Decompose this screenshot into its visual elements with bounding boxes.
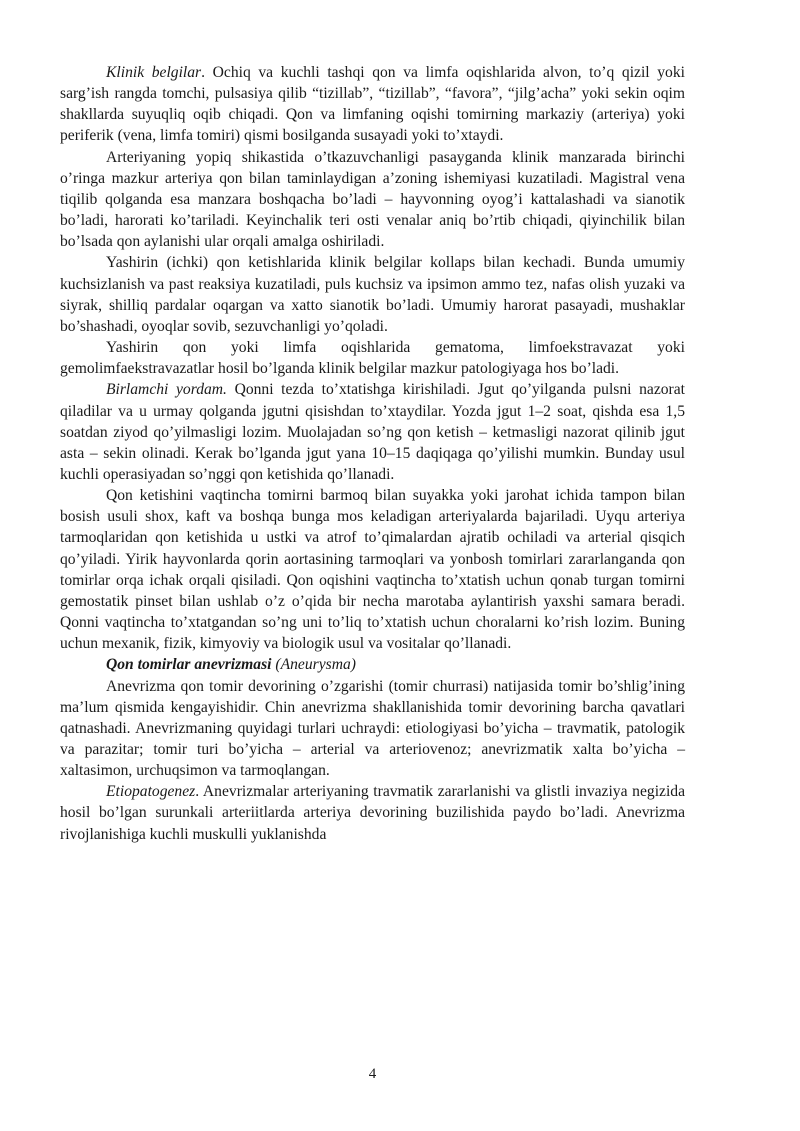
section-heading-aneurysm (60, 654, 685, 675)
paragraph-text: Yashirin (ichki) qon ketishlarida klinik belgilar kollaps bilan kechadi. Bunda umumiy kuchsizlanish va past reaksiya kuzatiladi, puls kuchsiz va ipsimon ammo tez, nafas olish yuzaki va siyrak, shilliq pardalar oqargan va xatto sianotik bo’ladi. Umumiy harorat pasayadi, mushaklar bo’shashadi, oyoqlar sovib, sezuvchanligi yo’qoladi. (60, 254, 685, 335)
paragraph-lead: Birlamchi yordam. (106, 381, 227, 399)
document-body (60, 62, 685, 845)
paragraph-clinical-signs (60, 62, 685, 147)
heading-latin: (Aneurysma) (271, 656, 356, 674)
paragraph-hidden-bleeding (60, 337, 685, 379)
paragraph-text: Yashirin qon yoki limfa oqishlarida gematoma, limfoekstravazat yoki gemolimfaekstravazatlar hosil bo’lganda klinik belgilar mazkur patologiyaga hos bo’ladi. (60, 339, 685, 378)
paragraph-arterial-injury (60, 147, 685, 253)
paragraph-temporary-stop (60, 485, 685, 654)
paragraph-text: Qon ketishini vaqtincha tomirni barmoq bilan suyakka yoki jarohat ichida tampon bilan bosish usuli shox, kaft va boshqa bunga mos keladigan arteriyalarda bajariladi. Uyqu arteriya tarmoqlaridan qon ketishida u ustki va atrof to’qimalardan ajratib ochiladi va arterial qisqich qo’yiladi. Yirik hayvonlarda qorin aortasining tarmoqlari va yonbosh tomirlari zararlanganda qon tomirlar orqa ichak orqali qisiladi. Qon oqishini vaqtincha to’xtatish uchun qonab turgan tomirni gemostatik pinset bilan ushlab o’z o’qida bir necha marotaba aylantirish yaxshi samara beradi. Qonni vaqtincha to’xtatgandan so’ng uni to’liq to’xtatish uchun choralarni ko’rish lozim. Buning uchun mexanik, fizik, kimyoviy va biologik usul va vositalar qo’llanadi. (60, 487, 685, 653)
paragraph-lead: Etiopatogenez (106, 783, 196, 801)
paragraph-text: Qonni tezda to’xtatishga kirishiladi. Jgut qo’yilganda pulsni nazorat qiladilar va u urmay qolganda jgutni qisishdan to’xtaydilar. Yozda jgut 1–2 soat, qishda esa 1,5 soatdan ziyod qo’yilmasligi lozim. Muolajadan so’ng qon ketish – ketmasligi nazorat qilinib jgut asta – sekin olinadi. Kerak bo’lganda jgut yana 10–15 daqiqaga qo’yilishi mumkin. Bunday usul kuchli operasiyadan so’nggi qon ketishida qo’llanadi. (60, 381, 685, 483)
heading-bold: Qon tomirlar anevrizmasi (106, 656, 272, 674)
paragraph-internal-bleeding (60, 252, 685, 337)
paragraph-aneurysm-definition (60, 676, 685, 782)
paragraph-first-aid (60, 379, 685, 485)
paragraph-etiopathogenesis (60, 781, 685, 844)
paragraph-text: . Ochiq va kuchli tashqi qon va limfa oqishlarida alvon, to’q qizil yoki sarg’ish rangda tomchi, pulsasiya qilib “tizillab”, “tizillab”, “favora”, “jilg’acha” yoki sekin oqim shakllarda suyuqliq oqib chiqadi. Qon va limfaning oqishi tomirning markaziy (arteriya) yoki periferik (vena, limfa tomiri) qismi bosilganda susayadi yoki to’xtaydi. (60, 64, 685, 145)
paragraph-text: Anevrizma qon tomir devorining o’zgarishi (tomir churrasi) natijasida tomir bo’shlig’ining ma’lum qismida kengayishidir. Chin anevrizma shakllanishida tomir devorining barcha qavatlari qatnashadi. Anevrizmaning quyidagi turlari uchraydi: etiologiyasi bo’yicha – travmatik, patologik va parazitar; tomir turi bo’yicha – arterial va arteriovenoz; anevrizmatik xalta bo’yicha – xaltasimon, urchuqsimon va tarmoqlangan. (60, 677, 685, 780)
paragraph-text: . Anevrizmalar arteriyaning travmatik zararlanishi va glistli invaziya negizida hosil bo’lgan surunkali arteriitlarda arteriya devorining buzilishida paydo bo’ladi. Anevrizma rivojlanishiga kuchli muskulli yuklanishda (60, 783, 685, 843)
paragraph-text: Arteriyaning yopiq shikastida o’tkazuvchanligi pasayganda klinik manzarada birinchi o’ringa mazkur arteriya qon bilan taminlaydigan a’zoning ishemiyasi kuzatiladi. Magistral vena tiqilib qolganda esa manzara boshqacha bo’ladi – hayvonning oyog’i kattalashadi va sianotik bo’ladi, harorati ko’tariladi. Keyinchalik teri osti venalar aniq bo’rtib chiqadi, qiyinchilik bilan bo’lsada qon aylanishi ular orqali amalga oshiriladi. (60, 148, 685, 251)
page-number: 4 (368, 1066, 377, 1082)
paragraph-lead: Klinik belgilar (106, 64, 202, 81)
